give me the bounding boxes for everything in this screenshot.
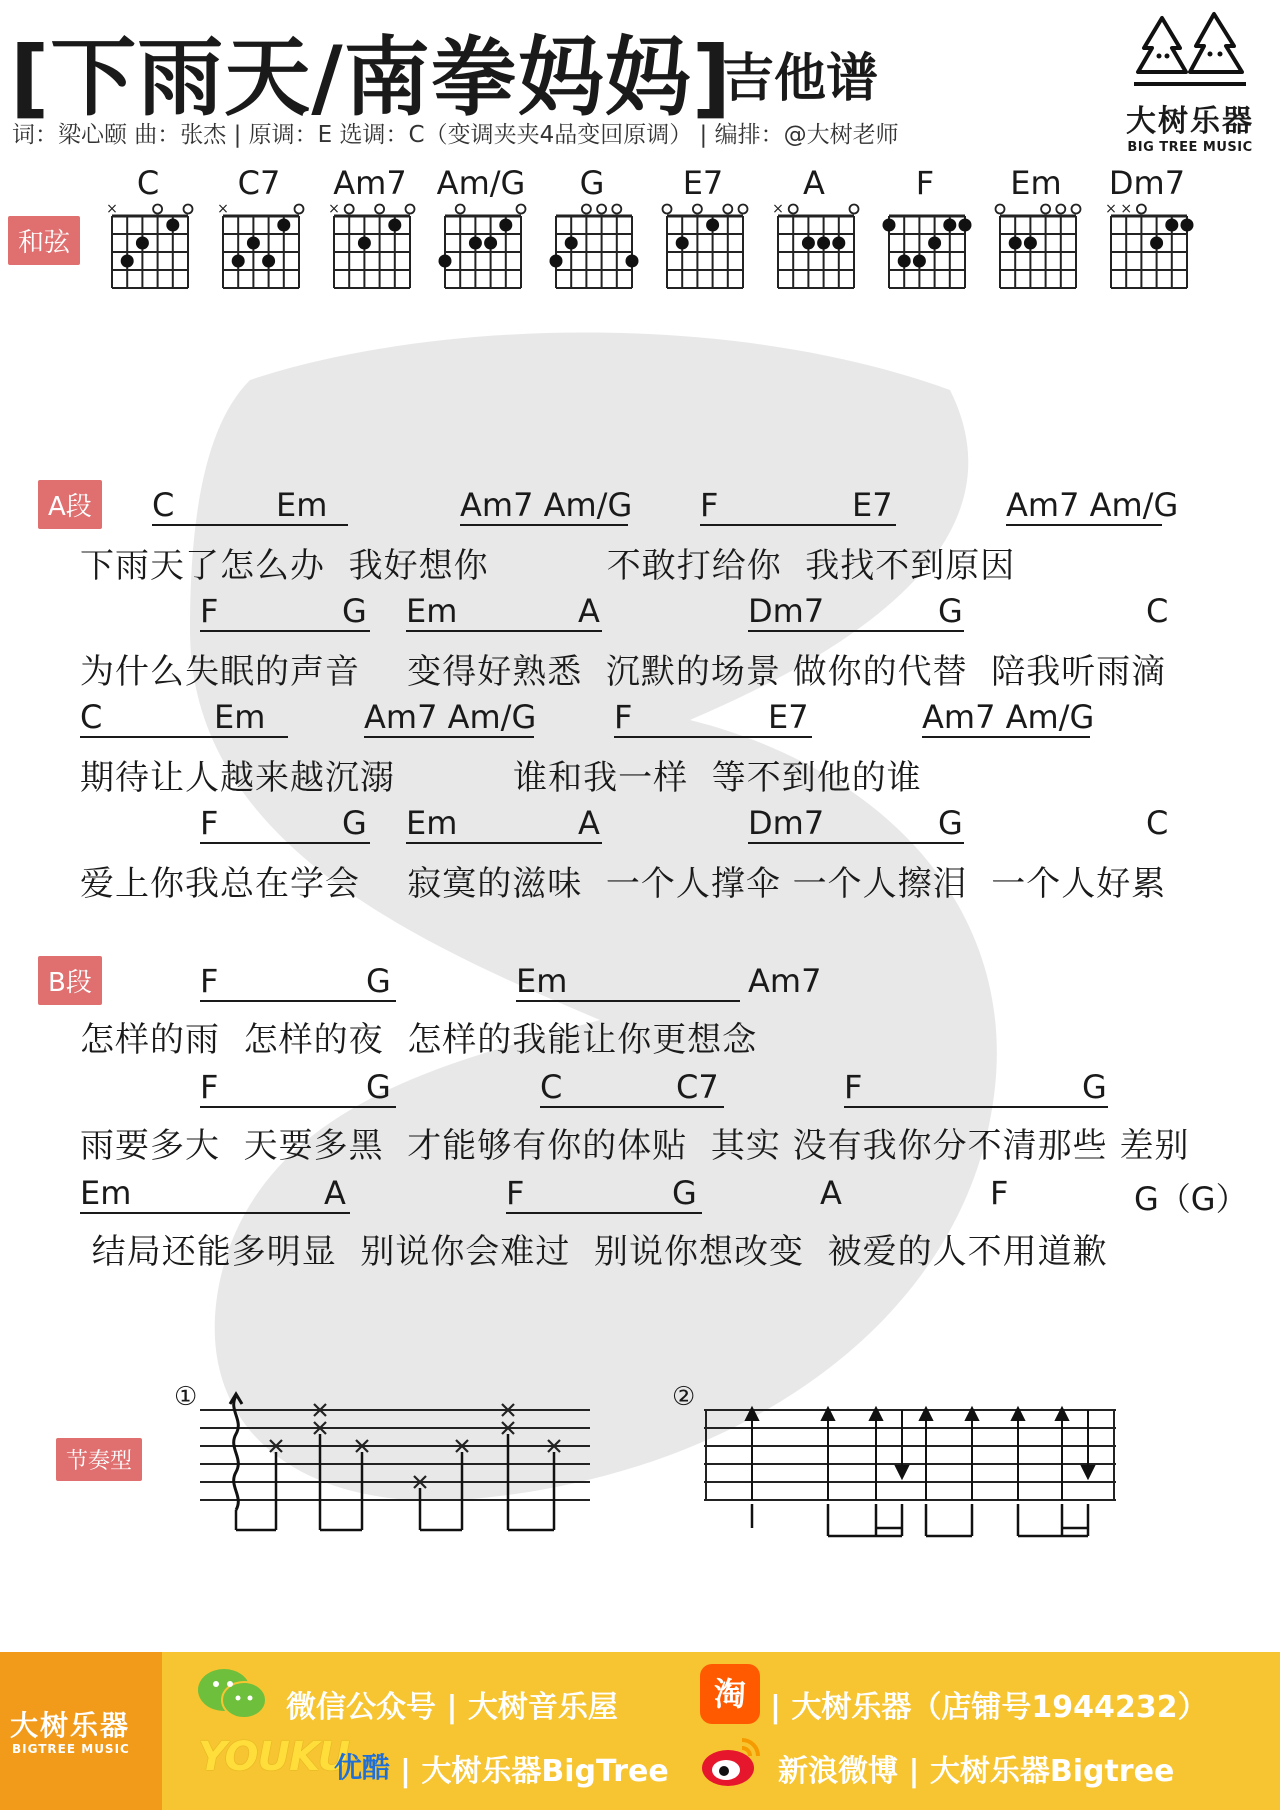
chord-label: G bbox=[342, 804, 367, 842]
chord-diagram-name: Em bbox=[1010, 164, 1062, 202]
footer-brand-panel bbox=[0, 1652, 162, 1810]
chord-underline bbox=[200, 630, 370, 632]
chord-label: C bbox=[80, 698, 103, 736]
chord-underline bbox=[80, 736, 288, 738]
chord-label: F bbox=[200, 1068, 219, 1106]
chord-label: G bbox=[366, 1068, 391, 1106]
chord-diagram bbox=[653, 166, 753, 300]
chord-label: A bbox=[324, 1174, 346, 1212]
svg-text:×: × bbox=[106, 201, 118, 217]
svg-text:×: × bbox=[1120, 201, 1133, 217]
chords-label: 和弦 bbox=[8, 216, 80, 265]
chord-diagram bbox=[431, 166, 531, 300]
rhythm-pattern-1 bbox=[200, 1390, 600, 1540]
brand-logo bbox=[1115, 10, 1265, 155]
chord-label: E7 bbox=[768, 698, 809, 736]
chord-diagram-name: G bbox=[579, 164, 605, 202]
chord-label: A bbox=[820, 1174, 842, 1212]
lyric-line: 雨要多大 天要多黑 才能够有你的体贴 其实 没有我你分不清那些 差别 bbox=[80, 1126, 1190, 1166]
chord-label: G bbox=[366, 962, 391, 1000]
rhythm-pattern-2 bbox=[704, 1396, 1124, 1546]
chord-label: A bbox=[578, 804, 600, 842]
chord-diagram-name: Dm7 bbox=[1108, 164, 1186, 202]
chord-diagram-name: C bbox=[136, 164, 160, 202]
lyric-line: 怎样的雨 怎样的夜 怎样的我能让你更想念 bbox=[80, 1020, 758, 1060]
pattern-number: ② bbox=[672, 1382, 696, 1412]
chord-diagram-name: Am7 bbox=[333, 164, 407, 202]
brand-subtitle: BIG TREE MUSIC bbox=[1127, 140, 1253, 155]
wechat-icon[interactable] bbox=[196, 1666, 268, 1722]
section-a-label: A段 bbox=[38, 480, 102, 529]
chord-label: F bbox=[506, 1174, 525, 1212]
svg-text:×: × bbox=[328, 201, 340, 217]
chord-label: C bbox=[1146, 804, 1169, 842]
chord-underline bbox=[200, 1106, 396, 1108]
svg-text:×: × bbox=[1105, 201, 1117, 217]
song-title: [下雨天/南拳妈妈] bbox=[10, 28, 733, 128]
chord-label: G bbox=[672, 1174, 697, 1212]
chord-diagram bbox=[542, 166, 642, 300]
chord-label: F bbox=[990, 1174, 1009, 1212]
chord-underline bbox=[614, 736, 812, 738]
chord-label: F bbox=[200, 962, 219, 1000]
chord-label: Em bbox=[406, 804, 458, 842]
pattern-number: ① bbox=[174, 1382, 198, 1412]
chord-label: Dm7 bbox=[748, 804, 825, 842]
chord-diagram bbox=[209, 166, 309, 300]
chord-label: A bbox=[578, 592, 600, 630]
chord-fretboard bbox=[764, 200, 864, 296]
chord-fretboard bbox=[431, 200, 531, 296]
chord-label: Am7 Am/G bbox=[364, 698, 537, 736]
chord-underline bbox=[406, 842, 602, 844]
brand-name: 大树乐器 bbox=[1126, 104, 1254, 139]
rhythm-label: 节奏型 bbox=[56, 1438, 142, 1481]
lyric-line: 为什么失眠的声音 变得好熟悉 沉默的场景 做你的代替 陪我听雨滴 bbox=[80, 652, 1167, 692]
chord-label: Am7 Am/G bbox=[460, 486, 633, 524]
chord-label: G bbox=[938, 804, 963, 842]
chord-label: Dm7 bbox=[748, 592, 825, 630]
lyric-line: 下雨天了怎么办 我好想你 不敢打给你 我找不到原因 bbox=[80, 546, 1016, 586]
chord-fretboard bbox=[1097, 200, 1197, 296]
chord-label: Am7 Am/G bbox=[1006, 486, 1179, 524]
wechat-account[interactable]: 微信公众号 | 大树音乐屋 bbox=[286, 1690, 618, 1725]
svg-text:×: × bbox=[217, 201, 229, 217]
chord-diagram bbox=[1097, 166, 1197, 300]
chord-label: Am7 Am/G bbox=[922, 698, 1095, 736]
chord-label: F bbox=[700, 486, 719, 524]
chord-fretboard bbox=[986, 200, 1086, 296]
chord-fretboard bbox=[542, 200, 642, 296]
chord-fretboard bbox=[653, 200, 753, 296]
chord-diagram-name: A bbox=[803, 164, 825, 202]
chord-label: Em bbox=[276, 486, 328, 524]
chord-label: Am7 bbox=[748, 962, 822, 1000]
chord-underline bbox=[200, 1000, 396, 1002]
lyric-line: 结局还能多明显 别说你会难过 别说你想改变 被爱的人不用道歉 bbox=[80, 1232, 1108, 1272]
chord-underline bbox=[200, 842, 370, 844]
youku-channel[interactable]: | 大树乐器BigTree bbox=[400, 1754, 669, 1789]
chord-fretboard bbox=[209, 200, 309, 296]
chord-label: G（G） bbox=[1134, 1180, 1248, 1218]
song-credits: 词：梁心颐 曲：张杰 | 原调：E 选调：C（变调夹夹4品变回原调） | 编排：@大树老师 bbox=[12, 122, 899, 148]
footer-brand-sub: BIGTREE MUSIC bbox=[12, 1742, 130, 1756]
lyric-line: 期待让人越来越沉溺 谁和我一样 等不到他的谁 bbox=[80, 758, 922, 798]
section-b-label: B段 bbox=[38, 956, 102, 1005]
weibo-icon[interactable] bbox=[700, 1734, 762, 1790]
chord-label: F bbox=[200, 592, 219, 630]
svg-text:×: × bbox=[772, 201, 784, 217]
chord-label: F bbox=[200, 804, 219, 842]
chord-label: F bbox=[614, 698, 633, 736]
chord-underline bbox=[460, 524, 628, 526]
chord-diagram-name: E7 bbox=[682, 164, 724, 202]
youku-logo[interactable]: YOUKU bbox=[198, 1734, 350, 1780]
chord-underline bbox=[80, 1212, 350, 1214]
chord-fretboard bbox=[875, 200, 975, 296]
weibo-account[interactable]: 新浪微博 | 大树乐器Bigtree bbox=[778, 1754, 1175, 1789]
sheet-type: 吉他谱 bbox=[722, 49, 879, 109]
chord-underline bbox=[540, 1106, 724, 1108]
lyric-line: 爱上你我总在学会 寂寞的滋味 一个人撑伞 一个人擦泪 一个人好累 bbox=[80, 864, 1167, 904]
chord-fretboard bbox=[320, 200, 420, 296]
chord-underline bbox=[700, 524, 896, 526]
chord-diagram-name: C7 bbox=[237, 164, 281, 202]
chord-diagram-name: F bbox=[915, 164, 935, 202]
chord-diagram bbox=[98, 166, 198, 300]
chord-underline bbox=[406, 630, 602, 632]
chord-diagram bbox=[320, 166, 420, 300]
chord-underline bbox=[506, 1212, 702, 1214]
chord-underline bbox=[152, 524, 348, 526]
chord-underline bbox=[1006, 524, 1162, 526]
chord-diagram bbox=[764, 166, 864, 300]
chord-diagram bbox=[986, 166, 1086, 300]
taobao-icon[interactable]: 淘 bbox=[700, 1664, 760, 1724]
chord-label: G bbox=[938, 592, 963, 630]
chord-underline bbox=[748, 842, 964, 844]
chord-label: G bbox=[1082, 1068, 1107, 1106]
chord-underline bbox=[364, 736, 534, 738]
chord-label: C bbox=[540, 1068, 563, 1106]
chord-label: C7 bbox=[676, 1068, 719, 1106]
chord-diagram-name: Am/G bbox=[436, 164, 526, 202]
chord-underline bbox=[748, 630, 964, 632]
chord-underline bbox=[922, 736, 1090, 738]
tree-icon bbox=[1130, 10, 1250, 92]
chord-label: Em bbox=[516, 962, 568, 1000]
chord-diagram bbox=[875, 166, 975, 300]
chord-label: G bbox=[342, 592, 367, 630]
youku-cn: 优酷 bbox=[334, 1751, 391, 1784]
chord-label: Em bbox=[406, 592, 458, 630]
footer-brand-name: 大树乐器 bbox=[10, 1709, 131, 1742]
chord-label: Em bbox=[80, 1174, 132, 1212]
chord-label: C bbox=[152, 486, 175, 524]
chord-label: C bbox=[1146, 592, 1169, 630]
chord-label: F bbox=[844, 1068, 863, 1106]
chord-label: E7 bbox=[852, 486, 893, 524]
chord-label: Em bbox=[214, 698, 266, 736]
taobao-shop[interactable]: | 大树乐器（店铺号1944232） bbox=[770, 1690, 1208, 1725]
chord-underline bbox=[516, 1000, 740, 1002]
chord-underline bbox=[844, 1106, 1108, 1108]
chord-fretboard bbox=[98, 200, 198, 296]
